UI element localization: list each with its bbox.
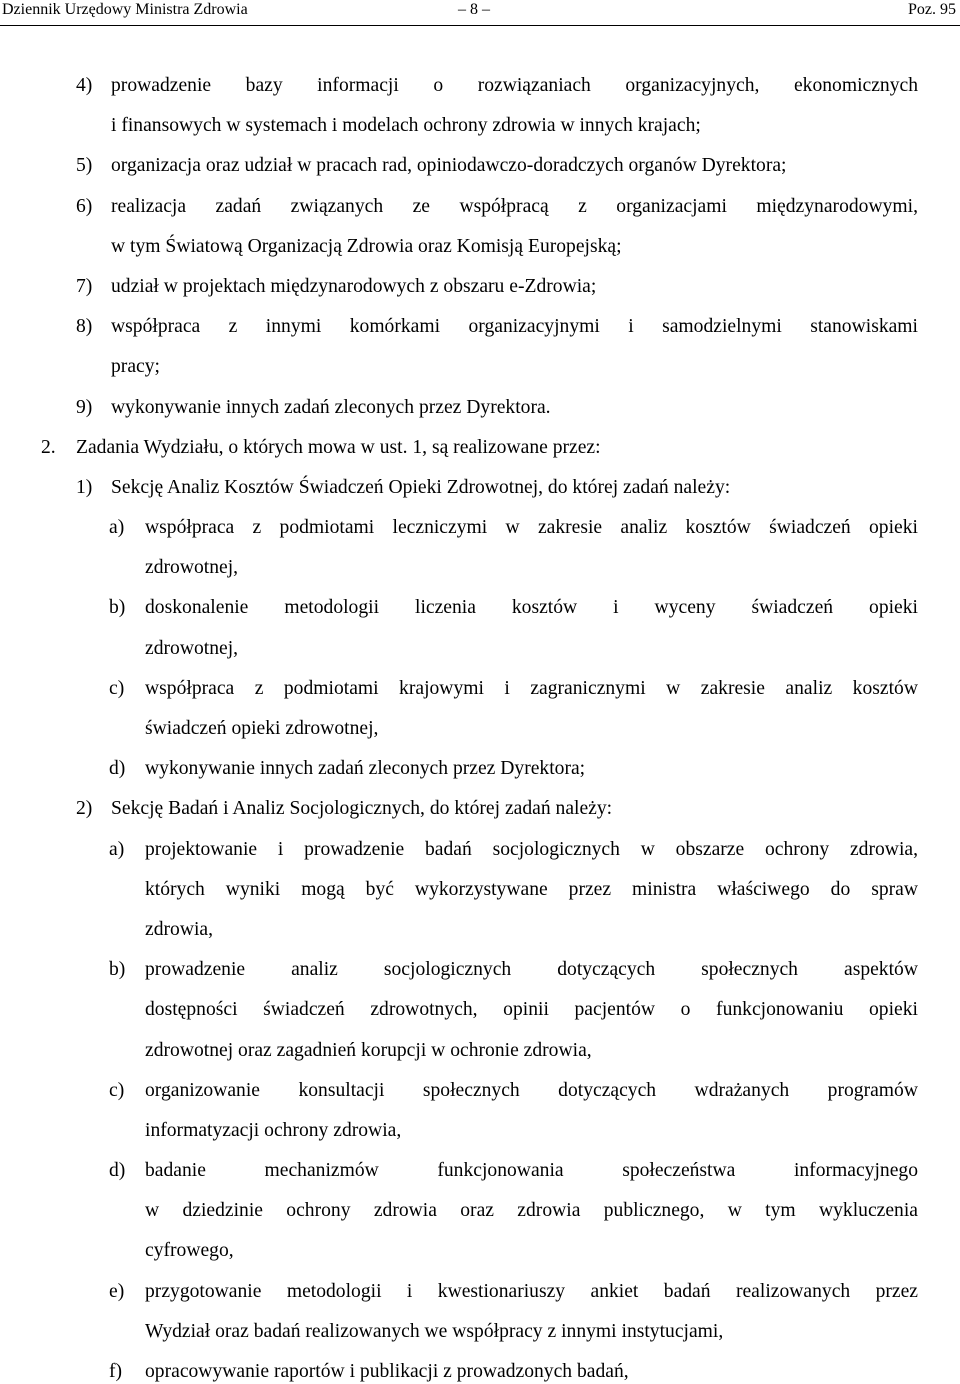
line-text: realizacja zadań związanych ze współpracą z organizacjami międzynarodowymi,	[111, 195, 918, 217]
line-text: informatyzacji ochrony zdrowia,	[145, 1119, 402, 1141]
text-line	[0, 1231, 918, 1271]
text-line	[0, 749, 918, 789]
position-number: Poz. 95	[908, 1, 956, 18]
list-marker: a)	[109, 838, 125, 860]
text-line	[0, 990, 918, 1030]
text-line	[0, 1272, 918, 1312]
text-line	[0, 789, 918, 829]
line-text: Sekcję Badań i Analiz Socjologicznych, do której zadań należy:	[111, 798, 613, 820]
list-marker: f)	[109, 1361, 123, 1382]
header-divider	[0, 25, 960, 26]
list-marker: d)	[109, 1160, 126, 1182]
line-text: wykonywanie innych zadań zleconych przez Dyrektora.	[111, 396, 551, 418]
list-marker: d)	[109, 758, 126, 780]
list-marker: b)	[109, 597, 126, 619]
line-text: projektowanie i prowadzenie badań socjologicznych w obszarze ochrony zdrowia,	[145, 838, 918, 860]
list-marker: 8)	[76, 316, 93, 338]
text-line	[0, 1312, 918, 1352]
text-line	[0, 1071, 918, 1111]
line-text: prowadzenie bazy informacji o rozwiązaniach organizacyjnych, ekonomicznych	[111, 75, 918, 96]
text-line	[0, 1352, 918, 1384]
line-text: współpraca z innymi komórkami organizacyjnymi i samodzielnymi stanowiskami	[111, 316, 918, 338]
text-line	[0, 307, 918, 347]
text-line	[0, 267, 918, 307]
list-marker: 2)	[76, 798, 93, 820]
journal-title: Dziennik Urzędowy Ministra Zdrowia	[2, 1, 248, 18]
text-line	[0, 1111, 918, 1151]
line-text: których wyniki mogą być wykorzystywane przez ministra właściwego do spraw	[145, 878, 918, 900]
page-header	[0, 0, 960, 28]
document-body	[0, 66, 960, 1384]
text-line	[0, 187, 918, 227]
text-line	[0, 830, 918, 870]
line-text: i finansowych w systemach i modelach ochrony zdrowia w innych krajach;	[111, 115, 701, 137]
line-text: zdrowotnej,	[145, 637, 239, 659]
list-marker: 9)	[76, 396, 93, 418]
page-number: – 8 –	[458, 1, 490, 18]
list-marker: 7)	[76, 275, 93, 297]
line-text: Zadania Wydziału, o których mowa w ust. 1, są realizowane przez:	[76, 436, 601, 458]
line-text: zdrowia,	[145, 918, 214, 940]
text-line	[0, 709, 918, 749]
list-marker: 5)	[76, 155, 93, 177]
line-text: opracowywanie raportów i publikacji z prowadzonych badań,	[145, 1361, 629, 1382]
line-text: współpraca z podmiotami krajowymi i zagranicznymi w zakresie analiz kosztów	[145, 677, 918, 699]
line-text: organizowanie konsultacji społecznych dotyczących wdrażanych programów	[145, 1079, 918, 1101]
line-text: doskonalenie metodologii liczenia kosztów i wyceny świadczeń opieki	[145, 597, 918, 619]
text-line	[0, 669, 918, 709]
text-line	[0, 388, 918, 428]
line-text: Sekcję Analiz Kosztów Świadczeń Opieki Zdrowotnej, do której zadań należy:	[111, 476, 731, 498]
line-text: przygotowanie metodologii i kwestionariuszy ankiet badań realizowanych przez	[145, 1280, 918, 1302]
text-line	[0, 227, 918, 267]
line-text: dostępności świadczeń zdrowotnych, opinii pacjentów o funkcjonowaniu opieki	[145, 999, 918, 1021]
line-text: pracy;	[111, 356, 160, 378]
line-text: zdrowotnej,	[145, 557, 239, 579]
list-marker: b)	[109, 959, 126, 981]
text-line	[0, 1031, 918, 1071]
list-marker: 6)	[76, 195, 93, 217]
line-text: współpraca z podmiotami leczniczymi w zakresie analiz kosztów świadczeń opieki	[145, 517, 918, 539]
line-text: organizacja oraz udział w pracach rad, opiniodawczo-doradczych organów Dyrektora;	[111, 155, 787, 177]
line-text: w tym Światową Organizacją Zdrowia oraz Komisją Europejską;	[111, 235, 622, 257]
line-text: cyfrowego,	[145, 1240, 234, 1262]
text-line	[0, 468, 918, 508]
text-line	[0, 428, 918, 468]
line-text: udział w projektach międzynarodowych z obszaru e-Zdrowia;	[111, 275, 597, 297]
line-text: prowadzenie analiz socjologicznych dotyczących społecznych aspektów	[145, 959, 918, 981]
text-line	[0, 508, 918, 548]
line-text: Wydział oraz badań realizowanych we współpracy z innymi instytucjami,	[145, 1320, 724, 1342]
list-marker: 2.	[41, 436, 56, 458]
text-line	[0, 870, 918, 910]
list-marker: a)	[109, 517, 125, 539]
text-line	[0, 106, 918, 146]
text-line	[0, 548, 918, 588]
list-marker: 4)	[76, 75, 93, 96]
line-text: świadczeń opieki zdrowotnej,	[145, 718, 379, 739]
text-line	[0, 1151, 918, 1191]
text-line	[0, 66, 918, 106]
list-marker: 1)	[76, 476, 93, 498]
line-text: wykonywanie innych zadań zleconych przez Dyrektora;	[145, 758, 586, 780]
text-line	[0, 1191, 918, 1231]
list-marker: c)	[109, 677, 125, 699]
text-line	[0, 950, 918, 990]
line-text: w dziedzinie ochrony zdrowia oraz zdrowia publicznego, w tym wykluczenia	[145, 1200, 918, 1222]
text-line	[0, 910, 918, 950]
text-line	[0, 347, 918, 387]
text-line	[0, 629, 918, 669]
text-line	[0, 588, 918, 628]
list-marker: e)	[109, 1280, 125, 1302]
line-text: zdrowotnej oraz zagadnień korupcji w ochronie zdrowia,	[145, 1039, 592, 1061]
list-marker: c)	[109, 1079, 125, 1101]
text-line	[0, 146, 918, 186]
line-text: badanie mechanizmów funkcjonowania społeczeństwa informacyjnego	[145, 1160, 918, 1182]
